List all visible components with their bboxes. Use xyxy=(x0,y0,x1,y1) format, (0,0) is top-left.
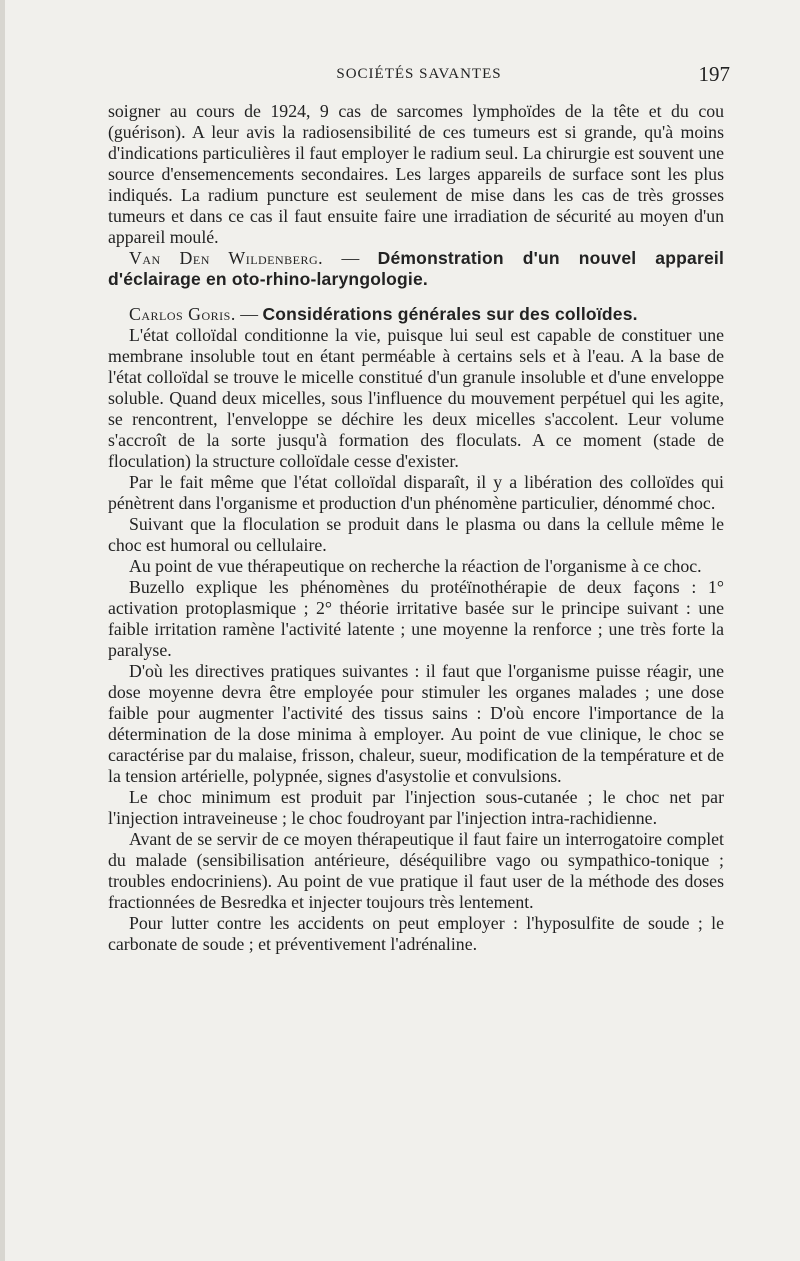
page-edge xyxy=(0,0,5,1261)
paragraph: Avant de se servir de ce moyen thérapeutique il faut faire un interrogatoire complet du malade (sensibilisation antérieure, déséquilibre vago ou sympathico-tonique ; troubles endocriniens). Au point de vue pratique il faut user de la méthode des doses fractionnées de Besredka et injecter toujours très lentement. xyxy=(108,829,724,912)
paragraph: Le choc minimum est produit par l'injection sous-cutanée ; le choc net par l'injection intraveineuse ; le choc foudroyant par l'injection intra-rachidienne. xyxy=(108,787,724,828)
paragraph: Au point de vue thérapeutique on recherche la réaction de l'organisme à ce choc. xyxy=(129,556,702,576)
paragraph: Buzello explique les phénomènes du protéïnothérapie de deux façons : 1° activation protoplasmique ; 2° théorie irritative basée sur le principe suivant : une faible irritation ramène l'activité latente ; une moyenne la renforce ; une très forte la paralyse. xyxy=(108,577,724,660)
entry-carlos-goris xyxy=(108,304,724,325)
running-head: SOCIÉTÉS SAVANTES xyxy=(336,66,502,82)
paragraph-continued: soigner au cours de 1924, 9 cas de sarcomes lymphoïdes de la tête et du cou (guérison). A leur avis la radiosensibilité de ces tumeurs est si grande, qu'à moins d'indications particulières il faut employer le radium seul. La chirurgie est souvent une source d'ensemencements secondaires. Les larges appareils de surface sont les plus indiqués. La radium puncture est seulement de mise dans les cas de très grosses tumeurs et dans ce cas il faut ensuite faire une irradiation de sécurité au moyen d'un appareil moulé. xyxy=(108,101,724,247)
paragraph: Suivant que la floculation se produit dans le plasma ou dans la cellule même le choc est humoral ou cellulaire. xyxy=(108,514,724,555)
entry-title: Considérations générales sur des colloïdes. xyxy=(262,304,638,324)
paragraph: D'où les directives pratiques suivantes : il faut que l'organisme puisse réagir, une dose moyenne devra être employée pour stimuler les organes malades ; une dose faible pour augmenter l'activité des tissus sains : D'où encore l'importance de la détermination de la dose minima à employer. Au point de vue clinique, le choc se caractérise par du malaise, frisson, chaleur, sueur, modification de la température et de la tension artérielle, polypnée, signes d'asystolie et convulsions. xyxy=(108,661,724,786)
article-body xyxy=(108,101,724,955)
paragraph: Pour lutter contre les accidents on peut employer : l'hyposulfite de soude ; le carbonate de soude ; et préventivement l'adrénaline. xyxy=(108,913,724,954)
page-header xyxy=(108,62,730,86)
entry-title: Démonstration d'un nouvel appareil d'éclairage en oto-rhino-laryngologie. xyxy=(108,248,725,289)
entry-van-den-wildenberg xyxy=(108,248,724,290)
entry-dash: — xyxy=(323,248,378,268)
entry-author: Carlos Goris. xyxy=(129,304,236,324)
paragraph: L'état colloïdal conditionne la vie, puisque lui seul est capable de constituer une membrane insoluble tout en étant perméable à certains sels et à l'eau. A la base de l'état colloïdal se trouve le micelle constitué d'un granule insoluble et d'une enveloppe soluble. Quand deux micelles, sous l'influence du mouvement perpétuel qui les agite, se rencontrent, l'enveloppe se déchire les deux micelles s'accolent. Leur volume s'accroît de la sorte jusqu'à formation des floculats. A ce moment (stade de floculation) la structure colloïdale cesse d'exister. xyxy=(108,325,724,471)
entry-dash: — xyxy=(235,304,263,324)
page-number: 197 xyxy=(698,62,730,86)
paragraph: Par le fait même que l'état colloïdal disparaît, il y a libération des colloïdes qui pénètrent dans l'organisme et production d'un phénomène particulier, dénommé choc. xyxy=(108,472,724,513)
entry-author: Van Den Wildenberg. xyxy=(129,248,324,268)
